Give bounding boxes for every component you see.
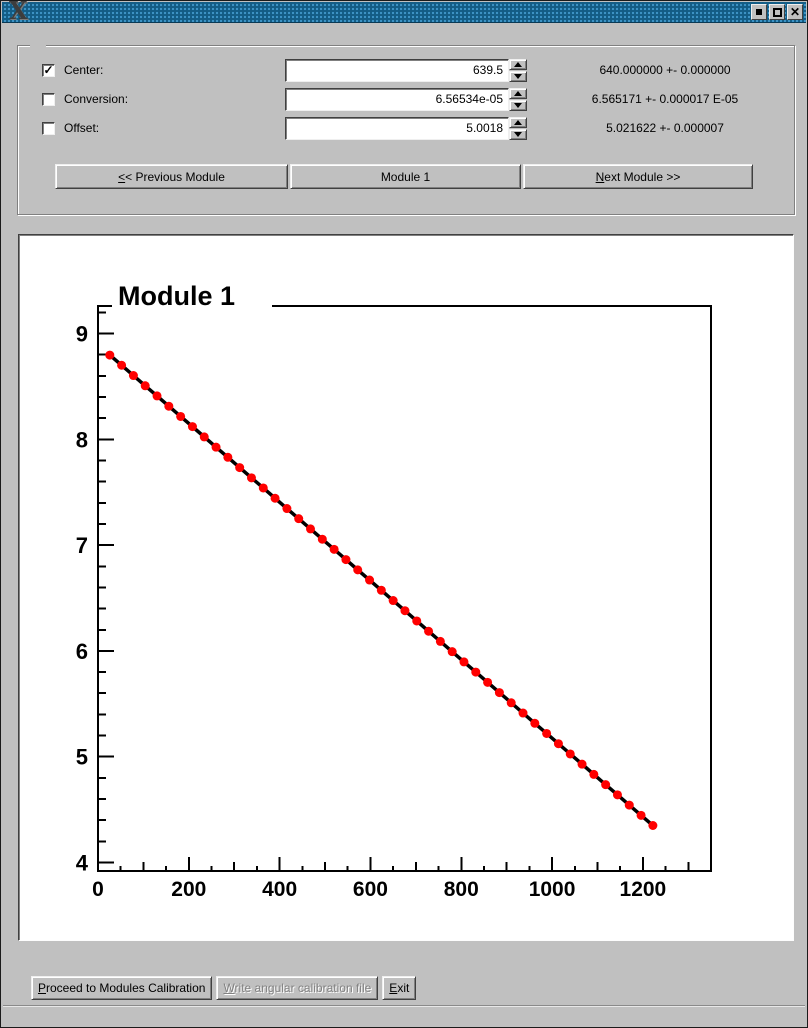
previous-module-text: < Previous Module [125, 169, 225, 184]
offset-spinner [509, 117, 527, 140]
previous-module-button[interactable] [55, 164, 288, 189]
svg-text:4: 4 [75, 850, 88, 876]
offset-checkbox[interactable] [42, 122, 55, 135]
conversion-spinfield[interactable]: 6.56534e-05 [285, 88, 509, 111]
minimize-button[interactable] [751, 4, 767, 20]
svg-text:6: 6 [75, 638, 88, 664]
groupbox-notch [30, 43, 46, 49]
exit-button[interactable] [382, 976, 416, 1000]
offset-spin-up-button[interactable] [509, 117, 527, 128]
calibration-plot [19, 235, 793, 940]
conversion-checkbox[interactable] [42, 93, 55, 106]
close-icon: ✕ [789, 5, 801, 19]
statusbar-divider [3, 1005, 805, 1007]
fit-parameters-groupbox [17, 45, 795, 215]
svg-text:1200: 1200 [619, 878, 667, 901]
exit-text: xit [397, 981, 410, 995]
previous-module-mnemonic: < [118, 169, 126, 184]
calibration-plot-panel [18, 234, 794, 941]
center-spin-up-button[interactable] [509, 59, 527, 70]
center-spin-down-button[interactable] [509, 71, 527, 82]
svg-text:0: 0 [92, 878, 104, 901]
svg-text:9: 9 [75, 321, 88, 347]
close-button[interactable] [787, 4, 803, 20]
proceed-mnemonic: P [38, 981, 47, 995]
conversion-spinner [509, 88, 527, 111]
current-module-text: Module 1 [380, 169, 431, 184]
arrow-up-icon [514, 120, 522, 125]
svg-text:800: 800 [443, 878, 479, 901]
proceed-text: roceed to Modules Calibration [46, 981, 206, 995]
write-mnemonic: W [223, 981, 235, 995]
next-module-button[interactable] [523, 164, 753, 189]
center-label: Center: [64, 63, 104, 77]
conversion-spin-down-button[interactable] [509, 100, 527, 111]
svg-text:8: 8 [75, 427, 88, 453]
conversion-spin-up-button[interactable] [509, 88, 527, 99]
svg-text:Module 1: Module 1 [118, 281, 236, 311]
arrow-down-icon [514, 74, 522, 79]
svg-text:5: 5 [75, 744, 88, 770]
center-fit-result: 640.000000 +- 0.000000 [599, 63, 731, 77]
current-module-button[interactable] [290, 164, 521, 189]
offset-spin-down-button[interactable] [509, 129, 527, 140]
offset-fit-result: 5.021622 +- 0.000007 [606, 121, 724, 135]
write-angular-calibration-file-button[interactable] [216, 976, 378, 1000]
svg-text:200: 200 [171, 878, 207, 901]
svg-text:600: 600 [352, 878, 388, 901]
proceed-to-modules-calibration-button[interactable] [31, 976, 212, 1000]
footer-toolbar [31, 976, 416, 1000]
conversion-fit-result: 6.565171 +- 0.000017 E-05 [591, 92, 739, 106]
write-text: rite angular calibration file [234, 981, 372, 995]
svg-text:7: 7 [75, 533, 88, 559]
center-spinner [509, 59, 527, 82]
arrow-down-icon [514, 103, 522, 108]
svg-text:1000: 1000 [528, 878, 576, 901]
conversion-label: Conversion: [64, 92, 129, 106]
maximize-icon [773, 8, 782, 17]
offset-spinfield[interactable]: 5.0018 [285, 117, 509, 140]
arrow-down-icon [514, 132, 522, 137]
next-module-mnemonic: N [595, 169, 605, 184]
arrow-up-icon [514, 91, 522, 96]
next-module-text: ext Module >> [604, 169, 681, 184]
minimize-icon [756, 9, 762, 15]
title-bar[interactable] [2, 2, 806, 23]
center-spinfield[interactable]: 639.5 [285, 59, 509, 82]
x11-logo-icon: X [9, 0, 28, 25]
center-checkbox[interactable]: ✓ [43, 63, 54, 77]
arrow-up-icon [514, 62, 522, 67]
svg-text:400: 400 [262, 878, 298, 901]
exit-mnemonic: E [389, 981, 398, 995]
offset-label: Offset: [64, 121, 100, 135]
maximize-button[interactable] [769, 4, 785, 20]
